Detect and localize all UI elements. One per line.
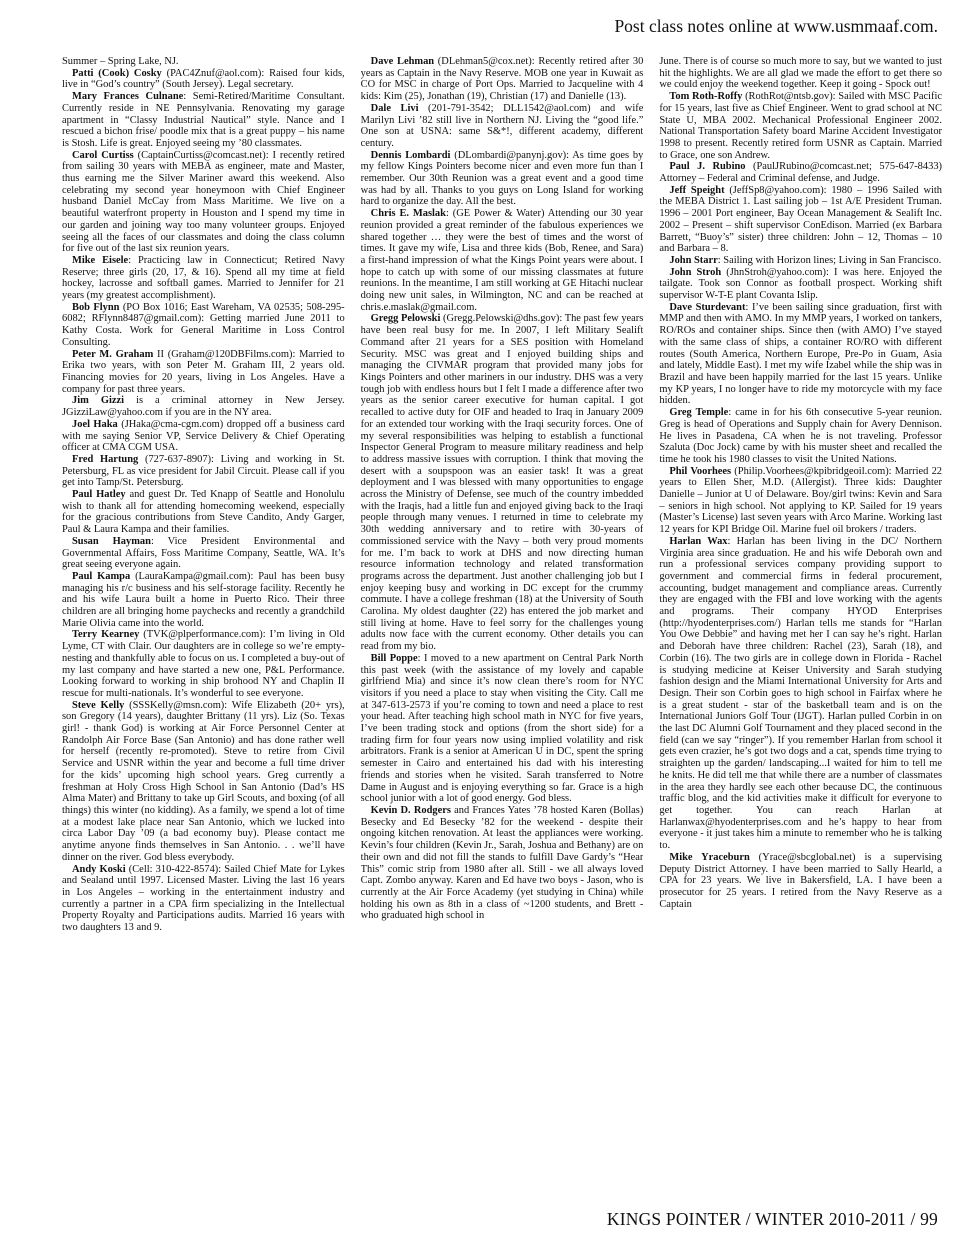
note-text: (Gregg.Pelowski@dhs.gov): The past few years have been real busy for me. In 2007, I left Military Sealift Command after 21 years for a SES position with Homeland Security. MSC was great and I enjoyed building ships and managing the CIVMAR program that provided many jobs for Kings Pointers and other mariners in our industry. DHS was a very tough job with endless hours but I felt I made a difference after two years as the senior career executive for human capital. I got recalled to active duty for OIF and headed to Iraq in January 2009 for an extended tour working with the Iraqi security forces. One of my several responsibilities was helping to establish a functional Inspector General Program to measure military readiness and help to address massive issues with corruption. I think that moving the desert with a soupspoon was an easier task! It was a great deployment and I was blessed with many opportunities to engage across the Ministry of Defense, see much of the country imbedded with the Iraqis, had a little fun and enjoyed giving back to the Iraqi people through many venues. I returned in time to celebrate my 30th wedding anniversary and to retire with 30-years of commissioned service with the Navy – both very proud moments for me. I’m back to work at DHS and now directing human resource information technology and related transformation programs across the department. Just another challenging job but I enjoy keeping busy and working in DC except for the crummy commute. I have a college freshman (18) at the University of South Carolina. My oldest daughter (22) has entered the job market and still living at home. Have to feel sorry for the challenges young adults now face with the current economy. Other details you can read from my bio. bbox=[360, 313, 644, 653]
classmate-name: Patti (Cook) Cosky bbox=[72, 67, 162, 79]
note-text: (LauraKampa@gmail.com): Paul has been busy managing his r/c business and his self-storage facility. Recently he and his wife Laura built a home in Puerto Rico. Their three children are all bringing home paychecks and recently a grandchild Marie Olivia came into the world. bbox=[62, 570, 345, 629]
class-note-entry bbox=[659, 267, 942, 302]
classmate-name: Phil Voorhees bbox=[669, 465, 732, 477]
class-note-entry bbox=[62, 302, 345, 349]
class-note-entry bbox=[659, 161, 942, 184]
classmate-name: Paul J. Rubino bbox=[669, 161, 746, 173]
class-note-entry bbox=[361, 653, 644, 805]
class-notes-columns bbox=[62, 56, 942, 1194]
class-note-entry bbox=[659, 302, 942, 407]
classmate-name: Carol Curtiss bbox=[72, 149, 134, 161]
classmate-name: Joel Haka bbox=[72, 418, 118, 430]
classmate-name: Jim Gizzi bbox=[72, 395, 125, 407]
classmate-name: Jeff Speight bbox=[669, 184, 725, 196]
note-text: : I’ve been sailing since graduation, first with MMP and then with AMO. In my MMP years, I worked on tankers, RO/ROs and container ships. Since then (with AMO) I’ve stayed with the same class of ships, a container RO/RO with different routes (South America, Northern Europe, Pre-Po in Guam, Asia and lately, Middle East). I met my wife Izabel while the ship was in Brazil and have been happily married for the last 15 years. Unlike my KP years, I no longer have to ride my motorcycle with my face hidden. bbox=[659, 301, 943, 407]
classmate-name: Bob Flynn bbox=[72, 301, 120, 313]
note-text: (727-637-8907): Living and working in St. Petersburg, FL as vice president for Jabil Circuit. Please call if you get into Tamp/St. Petersburg. bbox=[62, 453, 345, 489]
note-text: (Philip.Voorhees@kpibridgeoil.com): Married 22 years to Ellen Sher, M.D. (Allergist). Three kids: Daughter Danielle – Junior at U of Delaware. Boy/girl twins: Kevin and Sara – seniors in high school. Not applying to KP. Sailed for 19 years (Master’s License) last seven years with Arco Marine. Working last 12 years for KPI Bridge Oil. Marine fuel oil brokers / traders. bbox=[659, 465, 943, 536]
note-text: : I moved to a new apartment on Central Park North this past week (with the assistance of my lovely and capable girlfriend Mia) and since it’s now clean there’s room for NYC visitors if you need a place to stay when visiting the City. Call me at 347-613-2573 if you’re coming to town and need a place to rest your head. After teaching high school math in NYC for five years, I’ve been trading stock and options (from the short side) for a trading firm for four years now using implied volatility and risk arbitrators. Frank is a senior at American U in DC, spent the spring semester in Cairo and entertained his dad with his interesting friends and stories when he visited. Sarah transferred to Notre Dame in August and is enjoying everything so far. Grace is a high school junior with a lot of good energy. God bless. bbox=[360, 652, 644, 805]
note-text: June. There is of course so much more to say, but we wanted to just hit the highlights. We are all glad we made the effort to get there so we could enjoy the weekend together. Keep it going - Spock out! bbox=[659, 56, 943, 91]
classmate-name: Harlan Wax bbox=[669, 535, 728, 547]
class-note-entry bbox=[361, 103, 644, 150]
note-text: (SSSKelly@msn.com): Wife Elizabeth (20+ yrs), son Gregory (14 years), daughter Brittany (11 yrs). Liz (So. Texas girl! - thank God) is working at Air Force Personnel Center at Randolph Air Force Base (San Antonio) and has done rather well for herself (recently re-promoted). Steve to retire from Civil Service and USNR within the year and become a full time driver for the kids’ upcoming high school years. Greg currently a freshman at Holy Cross High School in San Antonio (Dad’s HS Alma Mater) and Brittany to take up Girl Scouts, and boxing (of all things) this winter (no kidding). As a family, we spend a lot of time at a modest lake place near San Antonio, which we lucked into circa Labor Day ’09 (a bad economy buy). Please contact me anytime anyone finds themselves in San Antonio. . . we’ll have dinner on the river. God bless everybody. bbox=[62, 699, 345, 863]
class-note-entry bbox=[62, 68, 345, 91]
classmate-name: Dale Livi bbox=[370, 102, 419, 114]
note-text: (PaulJRubino@comcast.net; 575-647-8433) Attorney – Federal and Criminal defense, and Judge. bbox=[659, 161, 943, 185]
note-text: : came in for his 6th consecutive 5-year reunion. Greg is head of Operations and Supply chain for Avery Dennison. He lives in Pasadena, CA when he is not traveling. Professor Szaluta (Doc Jock) came by with his muster sheet and recalled the time he took his 1980 classes to visit the United Nations. bbox=[659, 407, 943, 465]
note-text: (Yrace@sbcglobal.net) is a supervising Deputy District Attorney. I have been married to Sally Hearld, a CPA for 23 years. We live in Bakersfield, LA. I have been a prosecutor for 25 years. I retired from the Navy Reserve as a Captain bbox=[659, 851, 943, 910]
class-note-entry bbox=[62, 255, 345, 302]
classmate-name: Greg Temple bbox=[669, 407, 729, 419]
class-note-entry bbox=[659, 91, 942, 161]
classmate-name: Paul Hatley bbox=[72, 489, 126, 501]
class-note-entry bbox=[659, 407, 942, 466]
class-note-entry bbox=[361, 150, 644, 209]
classmate-name: Tom Roth-Roffy bbox=[669, 91, 743, 103]
classmate-name: Mike Yraceburn bbox=[669, 851, 750, 863]
class-note-entry bbox=[361, 56, 644, 103]
classmate-name: Mike Eisele bbox=[72, 254, 129, 266]
note-text: (Cell: 310-422-8574): Sailed Chief Mate for Lykes and Sealand until 1997. Licensed Master. Living the last 16 years in Los Angeles – working in the entertainment industry and currently a partner in a CPA firm specializing in the Intellectual Property Royalty and Participations audits. Married 16 years with two daughters 13 and 9. bbox=[62, 863, 345, 934]
text-column-1 bbox=[62, 56, 345, 1194]
text-column-2 bbox=[361, 56, 644, 1194]
text-column-3 bbox=[659, 56, 942, 1194]
classmate-name: Dave Sturdevant bbox=[669, 301, 746, 313]
note-text: : (GE Power & Water) Attending our 30 year reunion provided a great reminder of the fabulous experiences we shared together … they were the best of times and the worst of times. It gave my wife, Lisa and three kids (Bob, Renee, and Sara) a first-hand impression of what the Kings Point years were about. I hope to catch up with some of our missing classmates at future reunions. In the meantime, I am still working at GE Hitachi nuclear doing new unit sales, in Wilmington, NC and can be reached at chris.e.maslak@gmail.com. bbox=[360, 208, 644, 313]
classmate-name: Bill Poppe bbox=[370, 652, 418, 664]
class-note-entry bbox=[659, 536, 942, 852]
classmate-name: Peter M. Graham bbox=[72, 348, 154, 360]
classmate-name: Kevin D. Rodgers bbox=[370, 805, 451, 816]
class-note-entry bbox=[659, 852, 942, 911]
class-note-entry bbox=[62, 571, 345, 630]
class-note-entry bbox=[62, 395, 345, 418]
classmate-name: Andy Koski bbox=[72, 863, 126, 875]
class-note-entry bbox=[62, 700, 345, 864]
note-text: (201-791-3542; DLL1542@aol.com) and wife Marilyn Livi ’82 still live in Northern NJ. Living the “good life.” One son at USNA: same S&*!, different academy, different century. bbox=[360, 102, 644, 149]
class-note-entry bbox=[62, 349, 345, 396]
note-text: : Harlan has been living in the DC/ Northern Virginia area since graduation. He and his wife Deborah own and run a professional services company providing support to government and commercial firms in federal procurement, accounting, budget management and compliance areas. Currently they are engaged with the FBI and love working with the agents and programs. Their company HYOD Enterprises (http://hyodenterprises.com/) Harlan tells me stands for “Harlan You Owe Debbie” and having met her I can say he’s right. Harlan and Deborah have three children: Rachel (23), Sarah (18), and Corbin (16). The two girls are in college down in Florida - Rachel is studying medicine at Keiser University and Sarah studying fashion design and the Miami International University for Arts and Design. Their son Corbin goes to high school in Fairfax where he is a great student - star of the basketball team and is on the International Juniors Golf Tour (IJGT). Harlan pulled Corbin in on the last DC Alumni Golf Tournament and they placed second in the field (can we say “ringer”). If you remember Harlan from school it gets even crazier, he’s got two dogs and a cat, spends time trying to straighten up the garden/ landscaping...I waited for him to tell me he knits. He did tell me that while there are a number of classmates in the area they hardly see each other because DC, the continuous traffic blog, and the kid activities make it difficult for everyone to get together. You can reach Harlan at Harlanwax@hyodenterprises.com and he’s happy to hear from everyone - it just takes him a minute to remember who he is talking to. bbox=[659, 535, 943, 852]
class-note-entry bbox=[361, 805, 644, 922]
note-text: (DLombardi@panynj.gov): As time goes by my fellow Kings Pointers become nicer and even more fun than I remember. Our 30th Reunion was a great event and a good time was had by all. Thanks to you guys on Long Island for working hard to organize the day. All the best. bbox=[360, 149, 644, 208]
classmate-name: Susan Hayman bbox=[72, 535, 151, 547]
class-note-entry bbox=[361, 208, 644, 313]
note-text: (PAC4Znuf@aol.com): Raised four kids, live in “God’s country” (South Jersey). Legal secretary. bbox=[62, 67, 345, 91]
class-note-entry bbox=[62, 56, 345, 68]
class-note-entry bbox=[62, 454, 345, 489]
note-text: (TVK@plperformance.com): I’m living in Old Lyme, CT with Clair. Our daughters are in college so we’re empty-nesting and thankfully able to focus on us. I completed a buy-out of my last company and have started a new one, P&L Performance. Looking forward to working in ship brohood NY and Chaplin II rescue for multi-nationals. It’s wonderful to see everyone. bbox=[62, 629, 345, 699]
note-text: (PO Box 1016; East Wareham, VA 02535; 508-295-6082; RFlynn8487@gmail.com): Getting married June 2011 to Kathy Costa. Work for General Maritime in Loss Control Consulting. bbox=[62, 301, 345, 348]
classmate-name: Dennis Lombardi bbox=[370, 149, 451, 161]
note-text: and guest Dr. Ted Knapp of Seattle and Honolulu wish to thank all for attending homecoming weekend, especially for the gracious contributions from Steve Candito, Andy Garger, Paul & Laura Kampa and their families. bbox=[62, 489, 345, 536]
note-text: : Semi-Retired/Maritime Consultant. Currently reside in NE Pennsylvania. Renovating my garage apartment in “Classy Industrial Nautical” style. Nance and I rescued a bichon frise/ poodle mix that is a great puppy – his name is Stosh. Life is great. Enjoyed seeing my ’80 classmates. bbox=[62, 91, 345, 149]
note-text: (JHaka@cma-cgm.com) dropped off a business card with me saying Senior VP, Service Delivery & Chief Operating officer at CMA CGM USA. bbox=[62, 418, 345, 454]
note-text: II (Graham@120DBFilms.com): Married to Erika two years, with son Peter M. Graham III, 2 years old. Financing movies for 20 years, living in Los Angeles. Have a company for past three years. bbox=[62, 348, 345, 395]
note-text: (JeffSp8@yahoo.com): 1980 – 1996 Sailed with the MEBA District 1. Last sailing job – 1st A/E President Truman. 1996 – 2001 Port engineer, Bay Ocean Management & Sealift Inc. 2002 – Present – shift supervisor ConEdison. Married (ex Barbara Barrett, “Buoy’s” sister) three children: John – 12, Thomas – 10 and Barbara – 8. bbox=[659, 184, 943, 255]
class-note-entry bbox=[62, 629, 345, 699]
note-text: (RothRot@ntsb.gov): Sailed with MSC Pacific for 15 years, last five as Chief Engineer. Went to grad school at NC State U, MBA 2002. Mechanical Professional Engineer 2002. National Transportation Safety board Marine Accident Investigator 1998 to present. Recently retired form USNR as Captain. Married to Grace, one son Andrew. bbox=[659, 91, 943, 161]
note-text: (DLehman5@cox.net): Recently retired after 30 years as Captain in the Navy Reserve. MOB one year in Kuwait as CO for MSC in charge of Port Ops. Married to Jacqueline with 4 kids: Kim (25), Jonathan (19), Christian (17) and Danielle (13). bbox=[360, 56, 644, 103]
class-note-entry bbox=[659, 56, 942, 91]
class-note-entry bbox=[62, 150, 345, 255]
classmate-name: Dave Lehman bbox=[370, 56, 435, 67]
classmate-name: Fred Hartung bbox=[72, 453, 139, 465]
classmate-name: Mary Frances Culnane bbox=[72, 91, 184, 103]
note-text: Summer – Spring Lake, NJ. bbox=[62, 56, 179, 67]
note-text: (JhnStroh@yahoo.com): I was here. Enjoyed the tailgate. Took son Connor as football prospect. Working shift supervisor W-T-E plant Covanta Islip. bbox=[659, 266, 943, 302]
class-note-entry bbox=[62, 91, 345, 150]
class-note-entry bbox=[659, 185, 942, 255]
note-text: and Frances Yates ’78 hosted Karen (Bollas) Besecky and Ed Besecky ’82 for the weekend - despite their ongoing kitchen renovation. At least the appliances were working. Kevin’s four children (Kevin Jr., Sarah, Joshua and Bethany) are on their own and did not fill the stands to fulfill Dave Gardy’s “Hear This” comic strip from 1980 after all. Still - we all always loved Capt. Zombo anyway. Karen and Ed have two boys - Jason, who is currently at the Air Force Academy (yet studying in China) while holding his own as 8th in a class of ~1200 students, and Brett - who graduated high school in bbox=[360, 805, 644, 922]
class-note-entry bbox=[62, 489, 345, 536]
class-note-entry bbox=[659, 466, 942, 536]
note-text: : Practicing law in Connecticut; Retired Navy Reserve; three girls (20, 17, & 16). Spend all my time at field hockey, lacrosse and softball games. Married to Jennifer for 21 years (my greatest accomplishment). bbox=[62, 254, 345, 302]
classmate-name: Chris E. Maslak bbox=[370, 208, 446, 220]
class-note-entry bbox=[62, 536, 345, 571]
class-note-entry bbox=[659, 255, 942, 267]
classmate-name: John Stroh bbox=[669, 266, 722, 278]
note-text: : Sailing with Horizon lines; Living in San Francisco. bbox=[717, 254, 942, 266]
classmate-name: Gregg Pelowski bbox=[370, 313, 441, 325]
note-text: : Vice President Environmental and Governmental Affairs, Foss Maritime Company, Seattle, WA. It’s great seeing everyone again. bbox=[62, 535, 345, 571]
classmate-name: Paul Kampa bbox=[72, 570, 131, 582]
class-note-entry bbox=[62, 419, 345, 454]
classmate-name: Steve Kelly bbox=[72, 699, 125, 711]
note-text: (CaptainCurtiss@comcast.net): I recently retired from sailing 30 years with MEBA as engineer, mate and Master, thus earning me the Silver Mariner award this weekend. Also celebrating my second year honeymoon with Chief Engineer husband Daniel McCay from Mass Maritime. We live on a beautiful waterfront property in Houston and I spend my time in our garden and joining way too many volunteer groups. Enjoyed seeing all the faces of our classmates and doing the class column for five out of the last six reunion years. bbox=[62, 149, 345, 255]
class-note-entry bbox=[62, 864, 345, 934]
class-note-entry bbox=[361, 313, 644, 652]
page-footer: KINGS POINTER / WINTER 2010-2011 / 99 bbox=[606, 1209, 938, 1229]
classmate-name: Terry Kearney bbox=[72, 629, 140, 641]
note-text: is a criminal attorney in New Jersey. JGizziLaw@yahoo.com if you are in the NY area. bbox=[62, 395, 345, 419]
classmate-name: John Starr bbox=[669, 254, 718, 266]
page-header: Post class notes online at www.usmmaaf.com. bbox=[614, 16, 938, 36]
